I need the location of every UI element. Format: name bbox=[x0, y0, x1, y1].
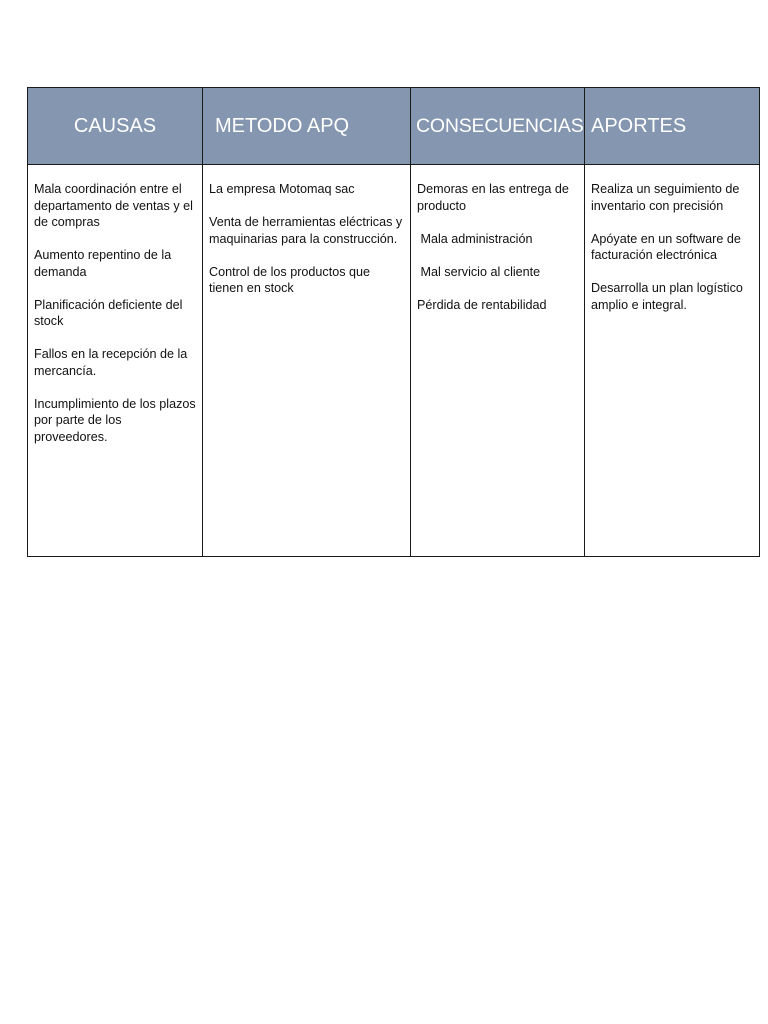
causa-item: Incumplimiento de los plazos por parte de los proveedores. bbox=[34, 396, 200, 444]
causas-cell bbox=[28, 165, 203, 557]
consecuencias-cell bbox=[411, 165, 585, 557]
causa-item: Planificación deficiente del stock bbox=[34, 297, 186, 328]
causa-item: Mala coordinación entre el departamento de ventas y el de compras bbox=[34, 182, 197, 229]
aporte-item: Apóyate en un software de facturación electrónica bbox=[591, 231, 745, 262]
aportes-cell bbox=[585, 165, 760, 557]
header-aportes: APORTES bbox=[585, 88, 760, 165]
metodo-item: Control de los productos que tienen en stock bbox=[209, 264, 374, 295]
metodo-item: Venta de herramientas eléctricas y maquinarias para la construcción. bbox=[209, 215, 406, 246]
consecuencia-item: Mala administración bbox=[417, 231, 533, 246]
consecuencia-item: Pérdida de rentabilidad bbox=[417, 297, 547, 312]
causes-table bbox=[27, 87, 760, 557]
table-header-row bbox=[28, 88, 760, 165]
consecuencia-item: Demoras en las entrega de producto bbox=[417, 182, 573, 213]
header-metodo-apq: METODO APQ bbox=[203, 88, 411, 165]
metodo-item: La empresa Motomaq sac bbox=[209, 182, 355, 196]
header-consecuencias: CONSECUENCIAS bbox=[411, 88, 585, 165]
metodo-apq-cell bbox=[203, 165, 411, 557]
consecuencia-item: Mal servicio al cliente bbox=[417, 264, 541, 279]
causa-item: Fallos en la recepción de la mercancía. bbox=[34, 347, 191, 378]
table-body-row bbox=[28, 165, 760, 557]
aporte-item: Desarrolla un plan logístico amplio e integral. bbox=[591, 281, 747, 312]
aporte-item: Realiza un seguimiento de inventario con precisión bbox=[591, 182, 743, 213]
header-causas: CAUSAS bbox=[28, 88, 203, 165]
causa-item: Aumento repentino de la demanda bbox=[34, 248, 175, 279]
